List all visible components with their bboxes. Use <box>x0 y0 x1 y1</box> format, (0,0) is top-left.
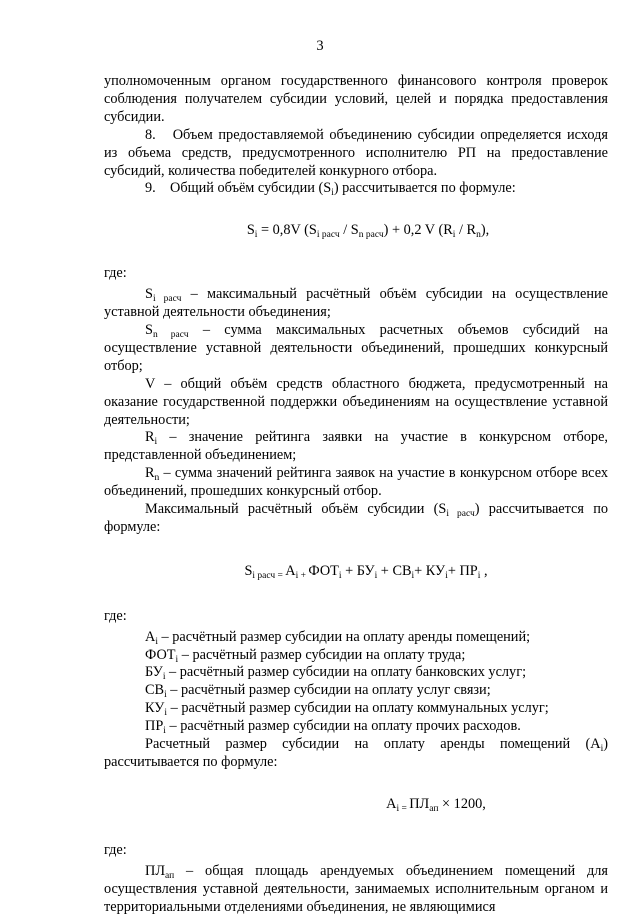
list-item: $ФОТ_i$ – расчётный размер субсидии на оплату труда; <box>145 646 466 665</box>
list-item: $БУ_i$ – расчётный размер субсидии на оплату банковских услуг; <box>145 664 527 683</box>
definition-rn: $R_n$ – сумма значений рейтинга заявок на участие в конкурсном отборе всех объединений, прошедших конкурсный отбор. <box>104 465 608 500</box>
where-label: где: <box>104 841 127 858</box>
formula-rent: $A_{i =}$ $ПЛ_{ап} \times 1200$, <box>386 795 486 814</box>
paragraph-rent: Расчетный размер субсидии на оплату аренды помещений $(A_i)$ рассчитывается по формуле: <box>104 736 608 770</box>
paragraph-9: 9. Общий объём субсидии $(S_i)$ рассчитывается по формуле: <box>145 180 516 199</box>
list-item: $ПР_i$ – расчётный размер субсидии на оплату прочих расходов. <box>145 718 521 737</box>
definition-ri: $R_i$ – значение рейтинга заявки на участие в конкурсном отборе, представленной объединением; <box>104 429 608 464</box>
paragraph-continuation: уполномоченным органом государственного финансового контроля проверок соблюдения получателем субсидии условий, целей и порядка предоставления субсидии. <box>104 73 608 125</box>
definition-sn: $S_{n расч}$ – сумма максимальных расчетных объемов субсидий на осуществление уставной деятельности объединений, прошедших конкурсный отбор; <box>104 321 608 374</box>
definition-si: $S_{i расч}$ – максимальный расчётный объём субсидии на осуществление уставной деятельности объединения; <box>104 286 608 321</box>
where-label: где: <box>104 607 127 624</box>
page-number: 3 <box>316 38 324 54</box>
paragraph-max-subsidy: Максимальный расчётный объём субсидии $(S_{i расч})$ рассчитывается по формуле: <box>104 501 608 535</box>
list-item: $СВ_i$ – расчётный размер субсидии на оплату услуг связи; <box>145 682 491 701</box>
formula-max-subsidy: $S_{i расч =}$ $A_{i +}$ $ФОТ_i + БУ_i + СВ_i+ КУ_i+ ПР_i$ , <box>244 562 488 581</box>
definition-pl: $ПЛ_{ап}$ – общая площадь арендуемых объединением помещений для осуществления уставной деятельности, занимаемых исполнительным органом и территориальными отделениями объединения, не являющимися <box>104 862 608 915</box>
list-item: $КУ_i$ – расчётный размер субсидии на оплату коммунальных услуг; <box>145 700 549 719</box>
definition-v: V – общий объём средств областного бюджета, предусмотренный на оказание государственной поддержки объединениям на осуществление уставной деятельности; <box>104 375 608 428</box>
document-body <box>104 73 608 916</box>
formula-total-subsidy: $S_i = 0,8V$ $(S_{i расч} / S_{n расч}) + 0,2$ V $(R_i / R_n)$, <box>246 222 490 241</box>
where-label: где: <box>104 265 127 282</box>
list-item: $A_i$ – расчётный размер субсидии на оплату аренды помещений; <box>145 628 531 647</box>
paragraph-8: 8. Объем предоставляемой объединению субсидии определяется исходя из объема средств, предусмотренного исполнителю РП на предоставление субсидий, количества победителей конкурного отбора. <box>104 126 608 179</box>
